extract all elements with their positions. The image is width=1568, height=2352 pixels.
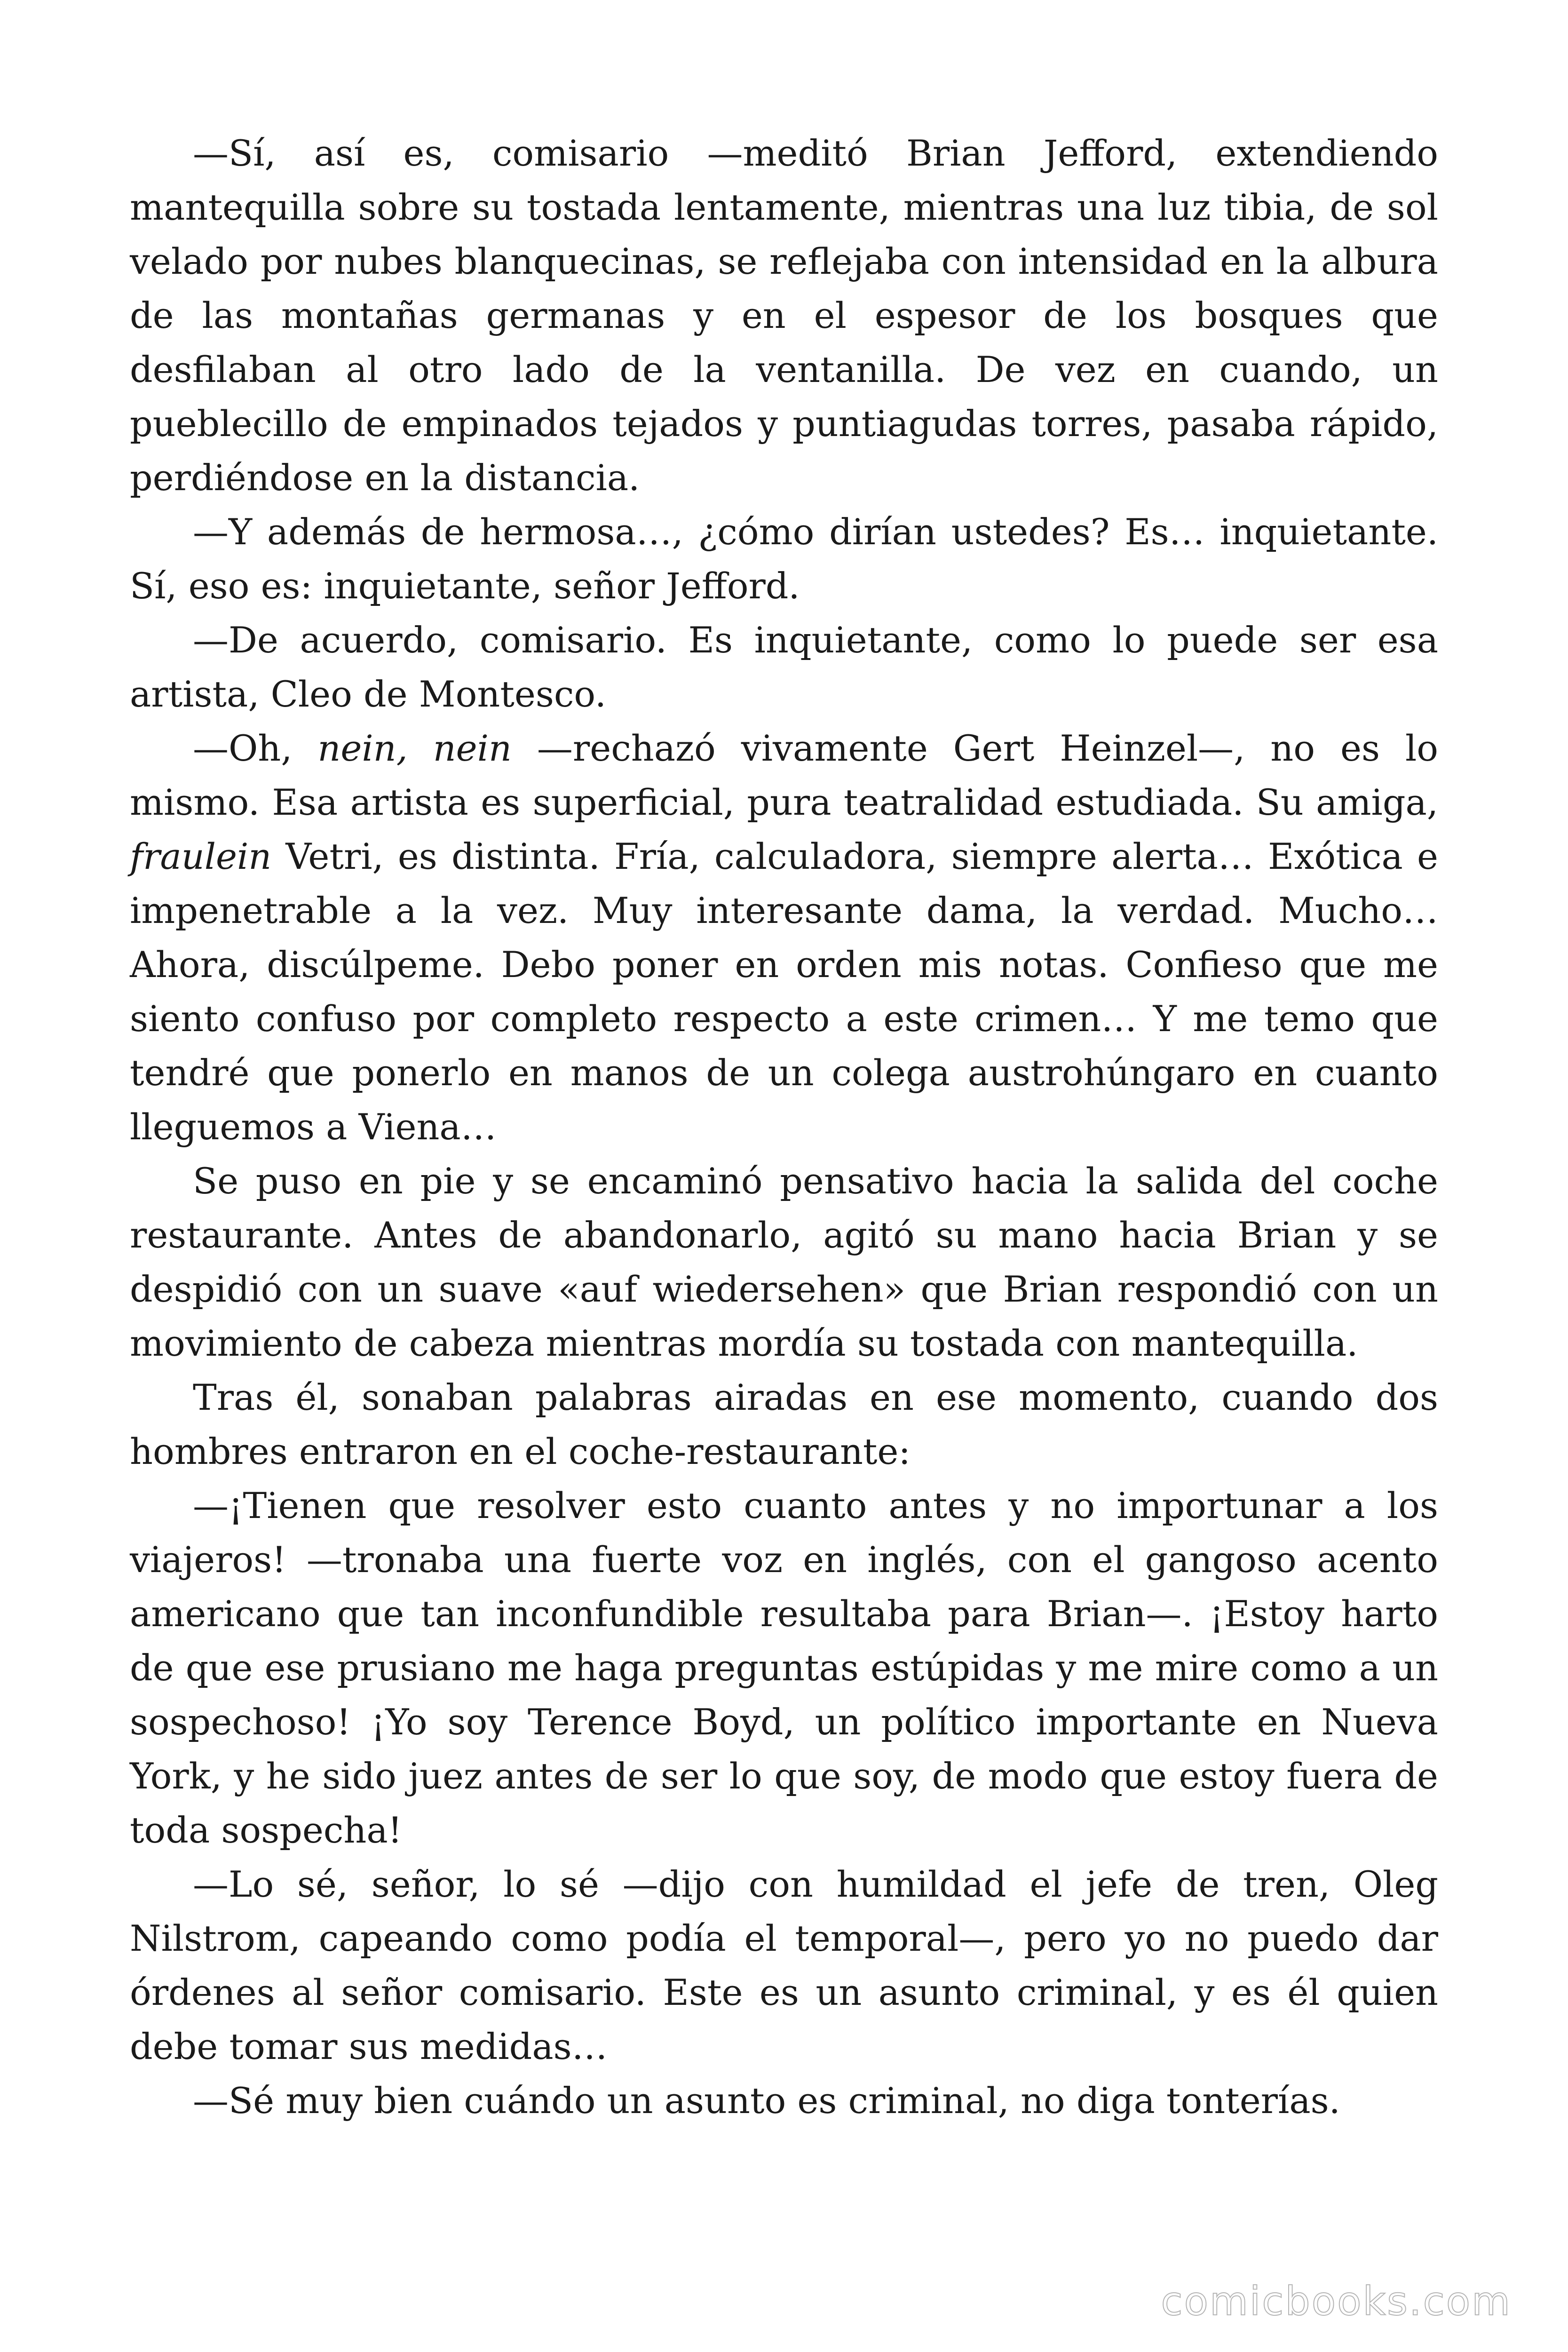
text-run: —Oh, xyxy=(193,727,318,769)
body-text xyxy=(130,126,1438,2128)
text-run: —De acuerdo, comisario. Es inquietante, como lo puede ser esa artista, Cleo de Montesco. xyxy=(130,619,1438,715)
paragraph xyxy=(130,721,1438,1154)
paragraph xyxy=(130,126,1438,505)
text-run: —¡Tienen que resolver esto cuanto antes y no importunar a los viajeros! —tronaba una fuerte voz en inglés, con el gangoso acento americano que tan inconfundible resultaba para Brian—. ¡Estoy harto de que ese prusiano me haga preguntas estúpidas y me mire como a un sospechoso! ¡Yo soy Terence Boyd, un político importante en Nueva York, y he sido juez antes de ser lo que soy, de modo que estoy fuera de toda sospecha! xyxy=(130,1485,1438,1851)
text-run: Se puso en pie y se encaminó pensativo hacia la salida del coche restaurante. Antes de abandonarlo, agitó su mano hacia Brian y se despidió con un suave «auf wiedersehen» que Brian respondió con un movimiento de cabeza mientras mordía su tostada con mantequilla. xyxy=(130,1160,1438,1364)
text-run: —rechazó vivamente Gert Heinzel—, no es lo mismo. Esa artista es superficial, pura teatralidad estudiada. Su amiga, xyxy=(130,727,1439,823)
paragraph xyxy=(130,1857,1438,2074)
paragraph xyxy=(130,613,1438,721)
text-run: —Sí, así es, comisario —meditó Brian Jefford, extendiendo mantequilla sobre su tostada lentamente, mientras una luz tibia, de sol velado por nubes blanquecinas, se reflejaba con intensidad en la albura de las montañas germanas y en el espesor de los bosques que desfilaban al otro lado de la ventanilla. De vez en cuando, un pueblecillo de empinados tejados y puntiagudas torres, pasaba rápido, perdiéndose en la distancia. xyxy=(130,132,1438,499)
paragraph xyxy=(130,1154,1438,1370)
text-run: Tras él, sonaban palabras airadas en ese momento, cuando dos hombres entraron en el coche-restaurante: xyxy=(130,1376,1438,1472)
paragraph xyxy=(130,1370,1438,1478)
paragraph xyxy=(130,505,1438,613)
paragraph xyxy=(130,1478,1438,1857)
italic-text: nein, nein xyxy=(317,727,512,769)
watermark: comicbooks.com xyxy=(1161,2278,1512,2324)
paragraph xyxy=(130,2074,1438,2128)
text-run: —Sé muy bien cuándo un asunto es criminal, no diga tonterías. xyxy=(193,2080,1340,2122)
text-run: —Lo sé, señor, lo sé —dijo con humildad el jefe de tren, Oleg Nilstrom, capeando como podía el temporal—, pero yo no puedo dar órdenes al señor comisario. Este es un asunto criminal, y es él quien debe tomar sus medidas… xyxy=(130,1863,1438,2067)
text-run: Vetri, es distinta. Fría, calculadora, siempre alerta… Exótica e impenetrable a la vez. Muy interesante dama, la verdad. Mucho… Ahora, discúlpeme. Debo poner en orden mis notas. Confieso que me siento confuso por completo respecto a este crimen… Y me temo que tendré que ponerlo en manos de un colega austrohúngaro en cuanto lleguemos a Viena… xyxy=(130,835,1438,1148)
text-run: —Y además de hermosa…, ¿cómo dirían ustedes? Es… inquietante. Sí, eso es: inquietante, señor Jefford. xyxy=(130,511,1438,607)
italic-text: fraulein xyxy=(130,835,272,877)
